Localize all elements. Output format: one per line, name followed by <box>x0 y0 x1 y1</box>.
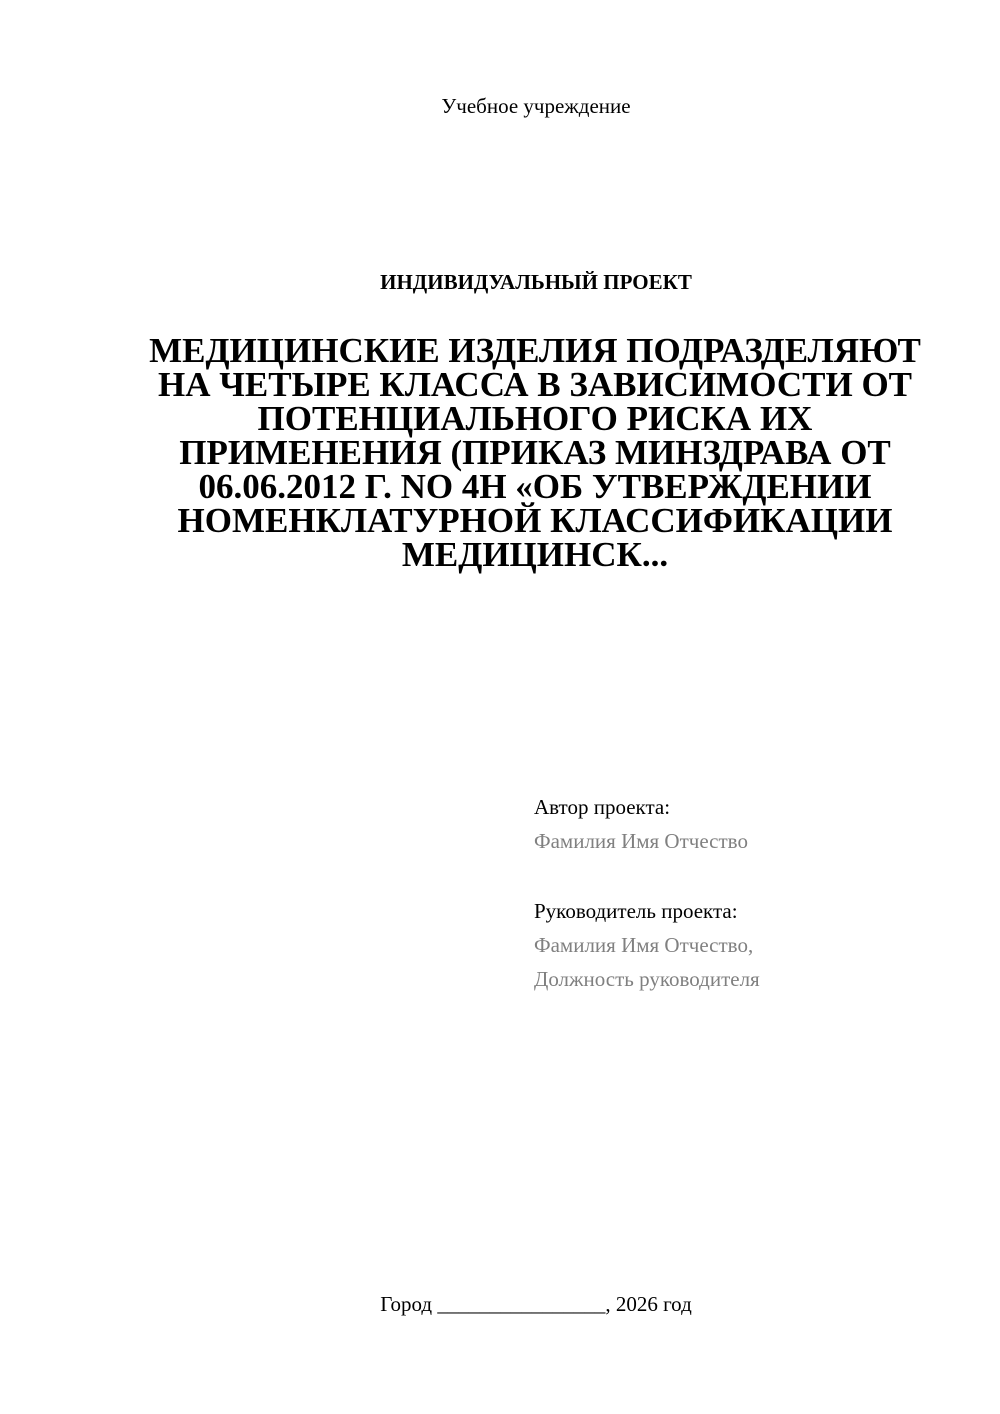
supervisor-name: Фамилия Имя Отчество, <box>534 933 754 957</box>
author-label: Автор проекта: <box>534 795 671 819</box>
credits-block <box>534 790 954 996</box>
project-type-heading: ИНДИВИДУАЛЬНЫЙ ПРОЕКТ <box>380 270 692 294</box>
project-title: МЕДИЦИНСКИЕ ИЗДЕЛИЯ ПОДРАЗДЕЛЯЮТ НА ЧЕТЫРЕ КЛАССА В ЗАВИСИМОСТИ ОТ ПОТЕНЦИАЛЬНОГО РИСКА ИХ ПРИМЕНЕНИЯ (ПРИКАЗ МИНЗДРАВА ОТ 06.06.2012 Г. NO 4Н «ОБ УТВЕРЖДЕНИИ НОМЕНКЛАТУРНОЙ КЛАССИФИКАЦИИ МЕДИЦИНСК... <box>149 331 921 574</box>
spacer <box>534 858 954 894</box>
supervisor-label: Руководитель проекта: <box>534 899 738 923</box>
city-blank-line: ________________ <box>437 1292 606 1316</box>
year-text: , 2026 год <box>605 1292 692 1316</box>
city-year-line <box>0 1290 1000 1318</box>
supervisor-position: Должность руководителя <box>534 967 760 991</box>
institution-name: Учебное учреждение <box>441 94 631 118</box>
author-name: Фамилия Имя Отчество <box>534 829 748 853</box>
city-label: Город <box>380 1292 433 1316</box>
